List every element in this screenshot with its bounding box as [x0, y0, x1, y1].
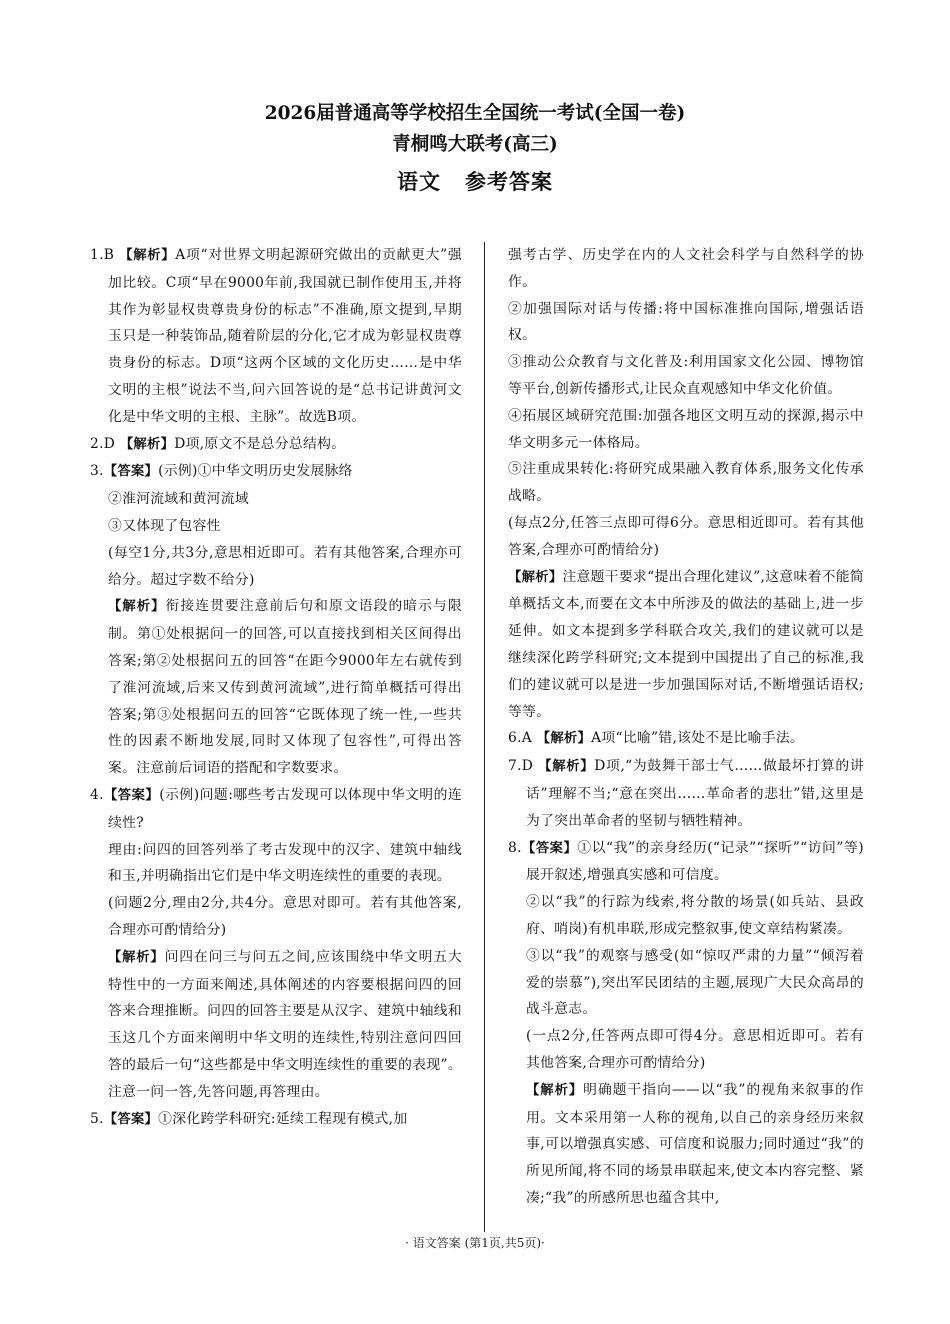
answer-6	[508, 725, 864, 753]
exam-subtitle: 青桐鸣大联考(高三)	[392, 134, 558, 155]
answer-label: 【答案】	[521, 840, 578, 856]
answer-3-line-1: (示例)①中华文明历史发展脉络	[158, 463, 353, 480]
answer-7-text: D项,“为鼓舞干部士气……做最坏打算的讲话”理解不当;“意在突出……革命者的悲壮”错,这里是为了突出革命者的坚韧与牺牲精神。	[526, 758, 865, 829]
answer-8-point-3: ③以“我”的观察与感受(如“惊叹严肃的力量”“倾泻着爱的崇慕”),突出军民团结的主题,展现广大民众高昂的战斗意志。	[526, 947, 864, 1018]
left-column	[90, 242, 462, 1133]
answer-5-text-start: ①深化跨学科研究:延续工程现有模式,加	[158, 1110, 408, 1127]
answer-5-point-3: ③推动公众教育与文化普及:利用国家文化公园、博物馆等平台,创新传播形式,让民众直观感知中华文化价值。	[508, 354, 864, 397]
answer-3-line-2: ②淮河流域和黄河流域	[108, 491, 249, 508]
analysis-label: 【解析】	[536, 731, 592, 747]
answer-8-point-2: ②以“我”的行踪为线索,将分散的场景(如兵站、县政府、哨岗)有机串联,形成完整叙事,使文章结构紧凑。	[526, 894, 864, 937]
answer-3-line-3: ③又体现了包容性	[108, 517, 221, 534]
answer-8-analysis	[508, 1077, 864, 1212]
analysis-label: 【解析】	[108, 599, 166, 615]
answer-8-analysis-text: 明确题干指向——以“我”的视角来叙事的作用。文本采用第一人称的视角,以自己的亲身经历来叙事,可以增强真实感、可信度和说服力;同时通过“我”的所见所闻,将不同的场景串联起来,使文本内容完整、紧凑;“我”的所感所思也蕴含其中,	[526, 1081, 865, 1206]
answer-4-question: (示例)问题:哪些考古发现可以体现中华文明的连续性?	[108, 786, 463, 831]
page-footer: · 语文答案 (第1页,共5页)·	[405, 1236, 545, 1250]
doc-type-label: 参考答案	[465, 170, 553, 194]
answer-6-text: A项“比喻”错,该处不是比喻手法。	[591, 730, 805, 747]
analysis-label: 【解析】	[119, 436, 175, 452]
question-number: 8.	[508, 839, 522, 856]
answer-label: 【答案】	[103, 464, 159, 480]
answer-5-score: (每点2分,任答三点即可得6分。意思相近即可。若有其他答案,合理亦可酌情给分)	[508, 514, 864, 558]
answer-8	[508, 835, 864, 890]
answer-8-score: (一点2分,任答两点即可得4分。意思相近即可。若有其他答案,合理亦可酌情给分)	[526, 1028, 864, 1071]
answer-5-point-5: ⑤注重成果转化:将研究成果融入教育体系,服务文化传承战略。	[508, 461, 864, 505]
answer-label: 【答案】	[103, 787, 160, 803]
answer-2	[90, 431, 462, 459]
answer-4-reason: 理由:问四的回答列举了考古发现中的汉字、建筑中轴线和玉,并明确指出它们是中华文明连续性的重要的表现。	[108, 841, 462, 885]
answer-5-continued: 强考古学、历史学在内的人文社会科学与自然科学的协作。	[508, 247, 864, 290]
question-number: 5.	[90, 1110, 104, 1127]
column-divider	[484, 242, 485, 1232]
answer-2-text: D项,原文不是总分总结构。	[174, 435, 346, 452]
answer-4-analysis-text: 问四在问三与问五之间,应该围绕中华文明五大特性中的一方面来阐述,具体阐述的内容要根据问四的回答来合理推断。问四的回答主要是从汉字、建筑中轴线和玉这几个方面来阐明中华文明的连续性,特别注意问四回答的最后一句“这些都是中华文明连续性的重要的表现”。注意一问一答,先答问题,再答理由。	[108, 948, 463, 1100]
analysis-label: 【解析】	[538, 759, 595, 775]
answer-5-point-2: ②加强国际对话与传播:将中国标准推向国际,增强话语权。	[508, 300, 864, 344]
question-number: 1.B	[90, 247, 120, 263]
analysis-label: 【解析】	[119, 248, 176, 263]
answer-3-analysis	[90, 593, 462, 782]
answer-8-point-1: ①以“我”的亲身经历(“记录”“探听”“访问”等)展开叙述,增强真实感和可信度。	[526, 839, 864, 884]
answer-label: 【答案】	[103, 1111, 159, 1127]
answer-4-score: (问题2分,理由2分,共4分。意思对即可。若有其他答案,合理亦可酌情给分)	[108, 895, 462, 938]
answer-key-title	[0, 167, 950, 197]
answer-5-analysis-text: 注意题干要求“提出合理化建议”,这意味着不能简单概括文本,而要在文本中所涉及的做法的基础上,进一步延伸。如文本提到多学科联合攻关,我们的建议就可以是继续深化跨学科研究;文本提到中国提出了自己的标准,我们的建议就可以是进一步加强国际对话,不断增强话语权;等等。	[508, 568, 864, 720]
subject-label: 语文	[397, 170, 441, 194]
question-number: 3.	[90, 463, 104, 480]
question-number: 2.D	[90, 435, 120, 452]
answer-1	[90, 242, 462, 431]
question-number: 6.A	[508, 730, 537, 747]
analysis-label: 【解析】	[508, 569, 563, 585]
answer-7	[508, 753, 864, 834]
document-header	[0, 100, 950, 197]
question-number: 4.	[90, 786, 104, 803]
analysis-label: 【解析】	[526, 1082, 584, 1098]
answer-4	[90, 782, 462, 837]
answer-1-text: A项“对世界文明起源研究做出的贡献更大”强加比较。C项“早在9000年前,我国就已制作使用玉,并将其作为彰显权贵尊贵身份的标志”不准确,原文提到,早期玉只是一种装饰品,随着阶层的分化,它才成为彰显权贵尊贵身份的标志。D项“这两个区域的文化历史……是中华文明的主根”说法不当,问六回答说的是“总书记讲黄河文化是中华文明的主根、主脉”。故选B项。	[108, 247, 463, 425]
analysis-label: 【解析】	[108, 949, 165, 965]
answer-3-analysis-text: 衔接连贯要注意前后句和原文语段的暗示与限制。第①处根据问一的回答,可以直接找到相关区间得出答案;第②处根据问五的回答“在距今9000年左右就传到了淮河流域,后来又传到黄河流域”,进行简单概括可得出答案;第③处根据问五的回答“它既体现了统一性,一些共性的因素不断地发展,同时又体现了包容性”,可得出答案。注意前后词语的搭配和字数要求。	[108, 598, 463, 777]
answer-5	[90, 1106, 462, 1134]
answer-4-analysis	[90, 944, 462, 1106]
right-column	[508, 242, 864, 1212]
exam-title: 2026届普通高等学校招生全国统一考试(全国一卷)	[264, 103, 686, 124]
answer-5-analysis	[508, 564, 864, 726]
question-number: 7.D	[508, 758, 539, 775]
answer-5-point-4: ④拓展区域研究范围:加强各地区文明互动的探源,揭示中华文明多元一体格局。	[508, 407, 864, 451]
answer-3	[90, 458, 462, 486]
answer-3-score: (每空1分,共3分,意思相近即可。若有其他答案,合理亦可给分。超过字数不给分)	[108, 544, 462, 588]
